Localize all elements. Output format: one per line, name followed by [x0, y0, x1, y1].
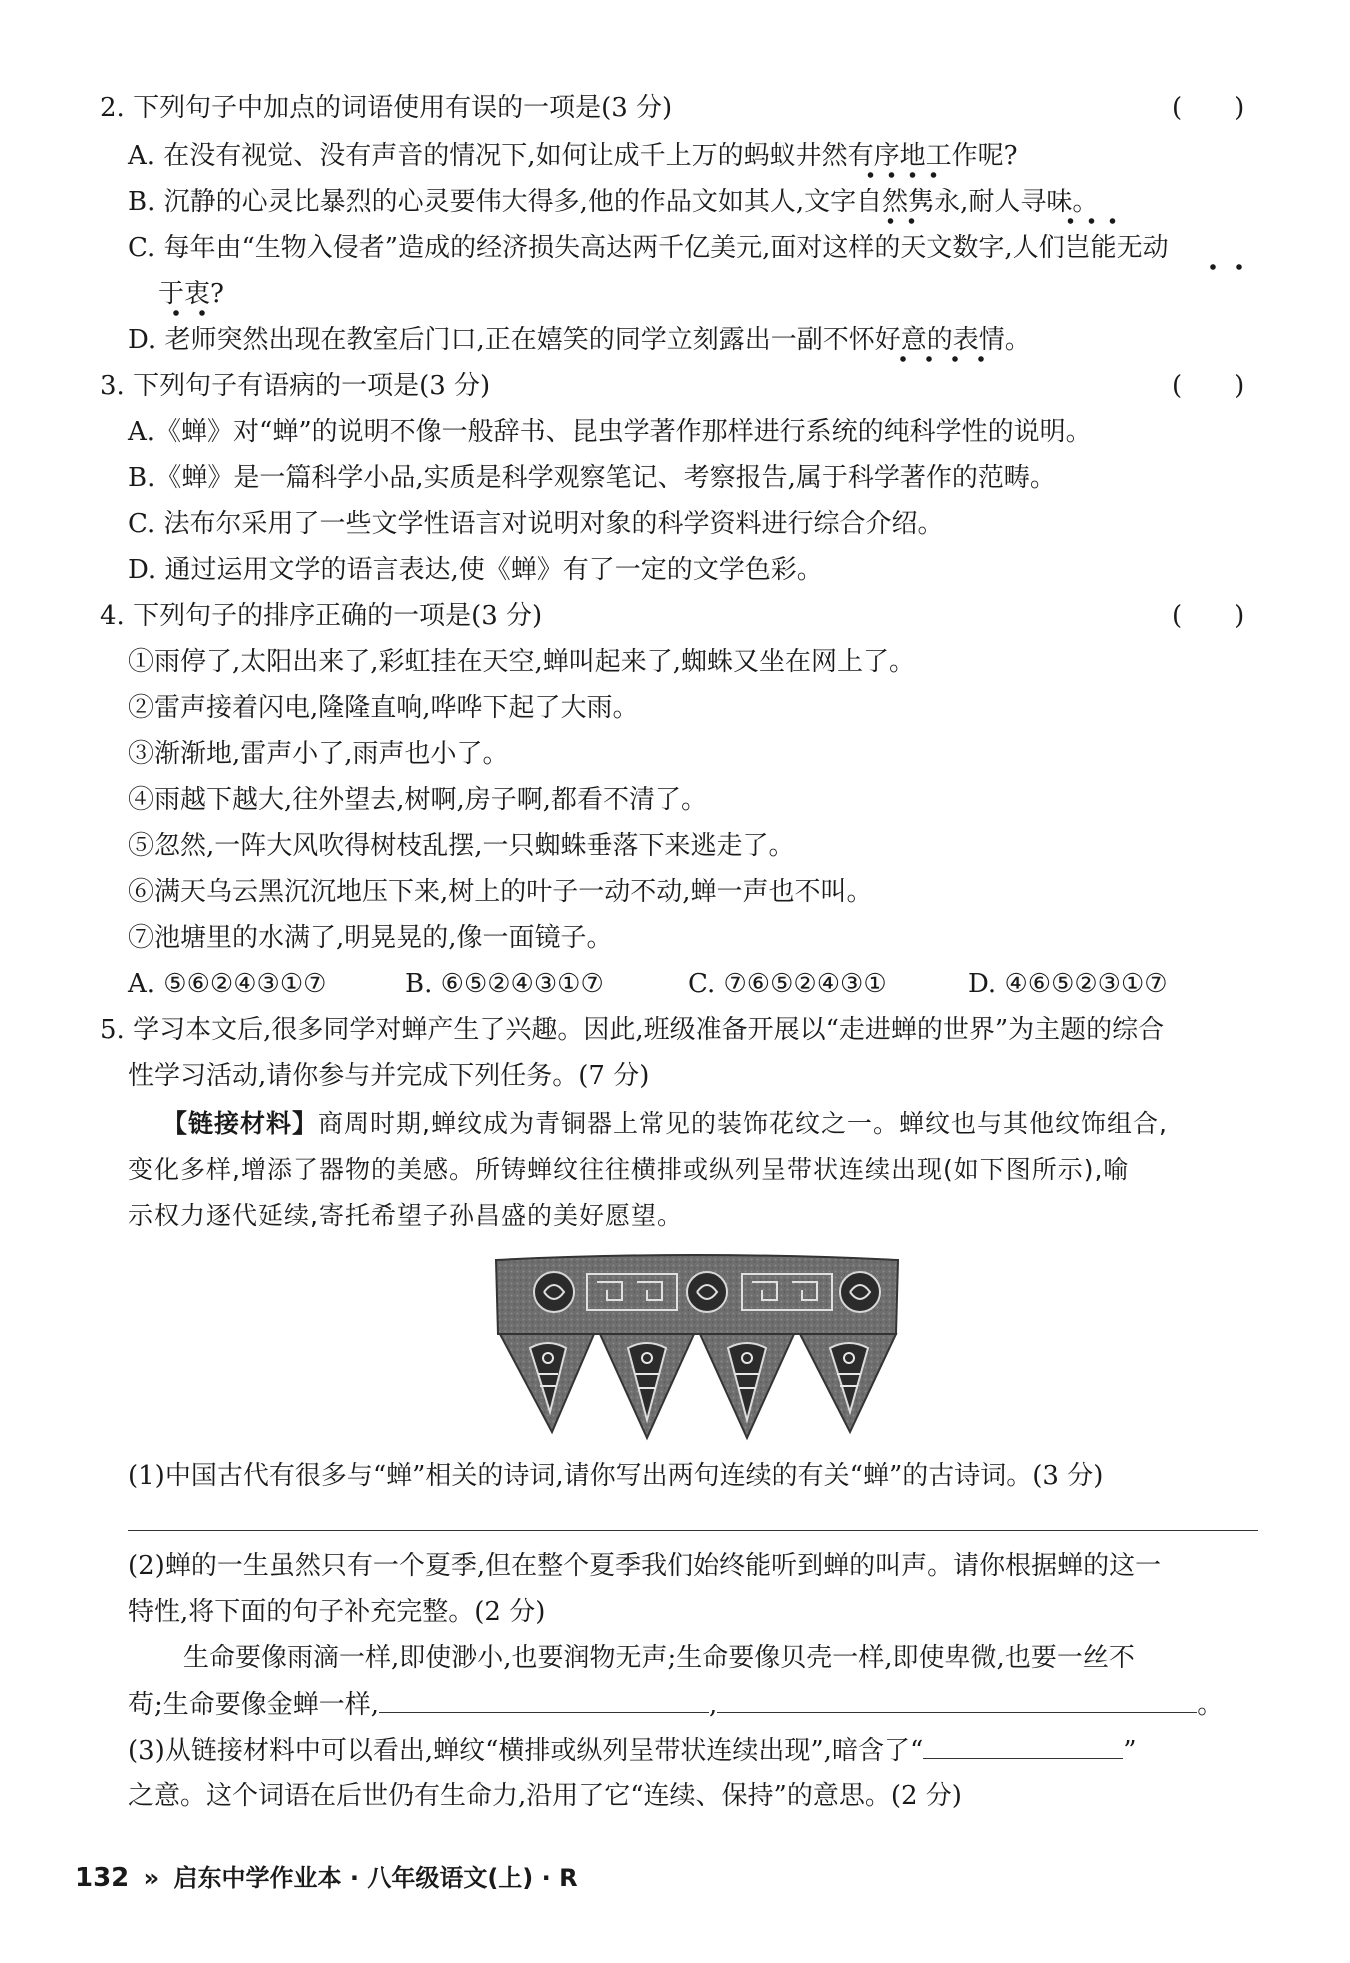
- q4-sentence-5: ⑤忽然,一阵大风吹得树枝乱摆,一只蜘蛛垂落下来逃走了。: [128, 831, 795, 861]
- q5-sub2-period: 。: [1197, 1690, 1224, 1720]
- q3-option-b: B.《蝉》是一篇科学小品,实质是科学观察笔记、考察报告,属于科学著作的范畴。: [128, 463, 1056, 493]
- q5-stem-line2: 性学习活动,请你参与并完成下列任务。(7 分): [128, 1061, 650, 1091]
- q5-sub2-blank-1[interactable]: [379, 1686, 709, 1713]
- q5-sub2-line1: (2)蝉的一生虽然只有一个夏季,但在整个夏季我们始终能听到蝉的叫声。请你根据蝉的这一: [128, 1551, 1162, 1581]
- q5-sub2-line4: [128, 1686, 1223, 1723]
- book-title: 启东中学作业本 · 八年级语文(上) · R: [173, 1864, 578, 1892]
- q5-sub2-line3: 生命要像雨滴一样,即使渺小,也要润物无声;生命要像贝壳一样,即使卑微,也要一丝不: [183, 1643, 1135, 1673]
- q5-sub3-text: (3)从链接材料中可以看出,蝉纹“横排或纵列呈带状连续出现”,暗含了“: [128, 1736, 924, 1766]
- q4-sentence-7: ⑦池塘里的水满了,明晃晃的,像一面镜子。: [128, 923, 613, 953]
- q5-stem-line1: 5. 学习本文后,很多同学对蝉产生了兴趣。因此,班级准备开展以“走进蝉的世界”为主题的综合: [100, 1015, 1165, 1045]
- material-text-1: 商周时期,蝉纹成为青铜器上常见的装饰花纹之一。蝉纹也与其他纹饰组合,: [318, 1109, 1168, 1138]
- bronze-cicada-pattern-image: [492, 1252, 902, 1442]
- q5-sub2-comma: ,: [709, 1690, 718, 1720]
- q5-material-line1: [162, 1106, 1168, 1142]
- q4-stem: 4. 下列句子的排序正确的一项是(3 分): [100, 601, 543, 631]
- page-footer: [75, 1858, 578, 1893]
- q4-option-d: D. ④⑥⑤②③①⑦: [968, 969, 1168, 999]
- q3-option-d: D. 通过运用文学的语言表达,使《蝉》有了一定的文学色彩。: [128, 555, 823, 585]
- q5-sub2-line4-text: 苟;生命要像金蝉一样,: [128, 1690, 380, 1720]
- q3-stem: 3. 下列句子有语病的一项是(3 分): [100, 371, 491, 401]
- q4-option-c: C. ⑦⑥⑤②④③①: [688, 969, 887, 999]
- page-number: 132: [75, 1863, 130, 1893]
- q2-option-b: B. 沉静的心灵比暴烈的心灵要伟大得多,他的作品文如其人,文字自然隽永,耐人寻味。: [128, 187, 1099, 217]
- q4-option-b: B. ⑥⑤②④③①⑦: [405, 969, 604, 999]
- q2-stem-text: 2. 下列句子中加点的词语使用有误的一项是(3 分): [100, 93, 673, 123]
- q4-sentence-6: ⑥满天乌云黑沉沉地压下来,树上的叶子一动不动,蝉一声也不叫。: [128, 877, 873, 907]
- material-title: 【链接材料】: [162, 1109, 319, 1138]
- q5-sub1-answer-line[interactable]: [128, 1530, 1258, 1531]
- q5-sub1: (1)中国古代有很多与“蝉”相关的诗词,请你写出两句连续的有关“蝉”的古诗词。(3 分): [128, 1461, 1104, 1491]
- double-arrow-icon: »: [143, 1864, 160, 1892]
- q4-option-a: A. ⑤⑥②④③①⑦: [128, 969, 327, 999]
- q5-material-line2: 变化多样,增添了器物的美感。所铸蝉纹往往横排或纵列呈带状连续出现(如下图所示),喻: [128, 1155, 1130, 1184]
- q5-sub3-line2: 之意。这个词语在后世仍有生命力,沿用了它“连续、保持”的意思。(2 分): [128, 1781, 962, 1811]
- q5-material-line3: 示权力逐代延续,寄托希望子孙昌盛的美好愿望。: [128, 1201, 683, 1230]
- q3-answer-paren[interactable]: ( ): [1172, 371, 1245, 401]
- q4-sentence-2: ②雷声接着闪电,隆隆直响,哗哗下起了大雨。: [128, 693, 639, 723]
- q5-sub3-blank[interactable]: [923, 1732, 1123, 1759]
- q4-answer-paren[interactable]: ( ): [1172, 601, 1245, 631]
- q5-sub2-line2: 特性,将下面的句子补充完整。(2 分): [128, 1597, 546, 1627]
- q4-sentence-4: ④雨越下越大,往外望去,树啊,房子啊,都看不清了。: [128, 785, 708, 815]
- q2-option-c-line1: C. 每年由“生物入侵者”造成的经济损失高达两千亿美元,面对这样的天文数字,人们岂能无动: [128, 233, 1169, 263]
- q5-sub3-line1: [128, 1732, 1137, 1769]
- q5-sub2-blank-2[interactable]: [717, 1686, 1197, 1713]
- q2-option-a: A. 在没有视觉、没有声音的情况下,如何让成千上万的蚂蚁井然有序地工作呢?: [128, 141, 1018, 171]
- q3-option-a: A.《蝉》对“蝉”的说明不像一般辞书、昆虫学著作那样进行系统的纯科学性的说明。: [128, 417, 1092, 447]
- q2-option-d: D. 老师突然出现在教室后门口,正在嬉笑的同学立刻露出一副不怀好意的表情。: [128, 325, 1031, 355]
- q4-sentence-1: ①雨停了,太阳出来了,彩虹挂在天空,蝉叫起来了,蜘蛛又坐在网上了。: [128, 647, 916, 677]
- q2-option-c-line2: 于衷?: [158, 279, 224, 309]
- q4-sentence-3: ③渐渐地,雷声小了,雨声也小了。: [128, 739, 509, 769]
- q5-sub3-quote-close: ”: [1123, 1736, 1137, 1766]
- q3-option-c: C. 法布尔采用了一些文学性语言对说明对象的科学资料进行综合介绍。: [128, 509, 944, 539]
- q2-stem: [100, 90, 672, 126]
- q2-answer-paren[interactable]: ( ): [1172, 93, 1245, 123]
